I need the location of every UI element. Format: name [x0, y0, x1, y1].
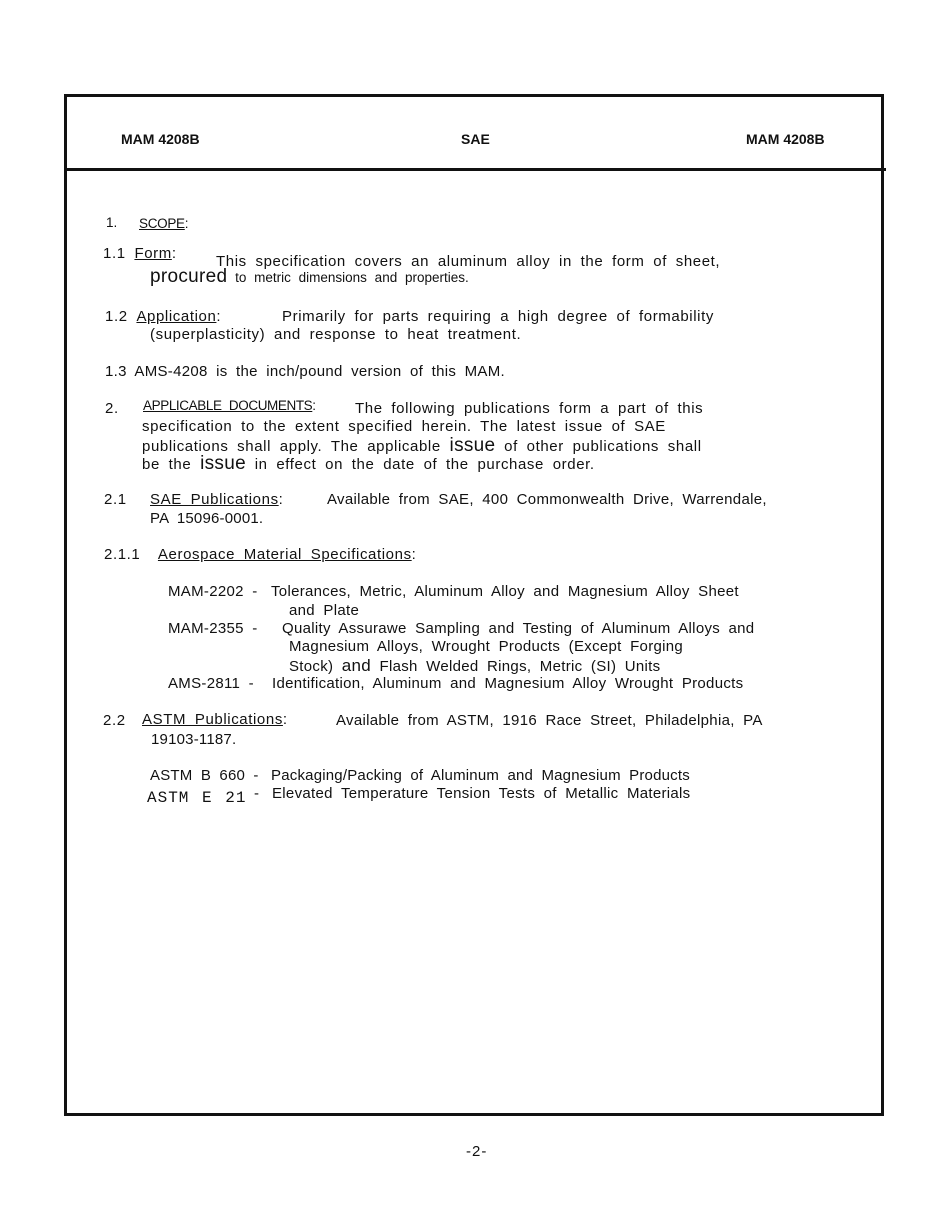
astm-e21-dash: - [254, 785, 260, 802]
section-1-1-line-2: procured to metric dimensions and properties. [150, 266, 469, 287]
header-center-org: SAE [461, 131, 490, 147]
section-1-2-heading: 1.2 Application: [105, 308, 222, 325]
page-number: -2- [466, 1143, 488, 1160]
page-frame [64, 94, 884, 1116]
section-2-1-line-2: PA 15096-0001. [150, 510, 264, 527]
section-1-2-line-1: Primarily for parts requiring a high degree of formability [282, 308, 714, 325]
section-2-1-heading: SAE Publications: [150, 491, 284, 508]
section-1-number: 1. [106, 215, 118, 230]
astm-b660-title: Packaging/Packing of Aluminum and Magnesium Products [271, 767, 690, 784]
section-2-2-number: 2.2 [103, 712, 126, 729]
section-1-heading: SCOPE: [139, 216, 189, 231]
astm-b660-code: ASTM B 660 - [150, 767, 259, 784]
section-2-1-line-1: Available from SAE, 400 Commonwealth Drive, Warrendale, [327, 491, 767, 508]
section-2-2-line-2: 19103-1187. [151, 731, 237, 748]
section-2-line-1: The following publications form a part of this [355, 400, 704, 417]
ams-2202-code: MAM-2202 - [168, 583, 258, 600]
ams-2355-title-line-2: Magnesium Alloys, Wrought Products (Except Forging [289, 638, 684, 655]
section-1-1-heading: 1.1 Form: [103, 245, 177, 262]
section-2-line-4: be the issue in effect on the date of the purchase order. [142, 453, 595, 474]
section-2-1-number: 2.1 [104, 491, 127, 508]
ams-2811-title: Identification, Aluminum and Magnesium Alloy Wrought Products [272, 675, 744, 692]
section-2-line-2: specification to the extent specified herein. The latest issue of SAE [142, 418, 666, 435]
ams-2355-title-line-3: Stock) and Flash Welded Rings, Metric (SI) Units [289, 656, 661, 675]
ams-2202-title-line-2: and Plate [289, 602, 360, 619]
header-right-doc-id: MAM 4208B [746, 131, 825, 147]
ams-2355-title-line-1: Quality Assurawe Sampling and Testing of Aluminum Alloys and [282, 620, 755, 637]
section-2-2-line-1: Available from ASTM, 1916 Race Street, Philadelphia, PA [336, 712, 763, 729]
section-2-number: 2. [105, 400, 119, 417]
section-2-heading: APPLICABLE DOCUMENTS: [143, 398, 316, 413]
section-1-2-line-2: (superplasticity) and response to heat treatment. [150, 326, 522, 343]
section-2-1-1-heading: 2.1.1 Aerospace Material Specifications: [104, 546, 417, 563]
section-1-3-text: 1.3 AMS-4208 is the inch/pound version of this MAM. [105, 363, 505, 380]
header-divider [64, 168, 886, 171]
ams-2811-code: AMS-2811 - [168, 675, 254, 692]
astm-e21-title: Elevated Temperature Tension Tests of Metallic Materials [272, 785, 691, 802]
ams-2355-code: MAM-2355 - [168, 620, 258, 637]
astm-e21-code: ASTM E 21 [147, 789, 247, 807]
section-2-2-heading: ASTM Publications: [142, 711, 288, 728]
header-left-doc-id: MAM 4208B [121, 131, 200, 147]
section-2-line-3: publications shall apply. The applicable issue of other publications shall [142, 435, 702, 456]
ams-2202-title-line-1: Tolerances, Metric, Aluminum Alloy and Magnesium Alloy Sheet [271, 583, 739, 600]
section-1-1-line-1: This specification covers an aluminum alloy in the form of sheet, [216, 253, 721, 270]
